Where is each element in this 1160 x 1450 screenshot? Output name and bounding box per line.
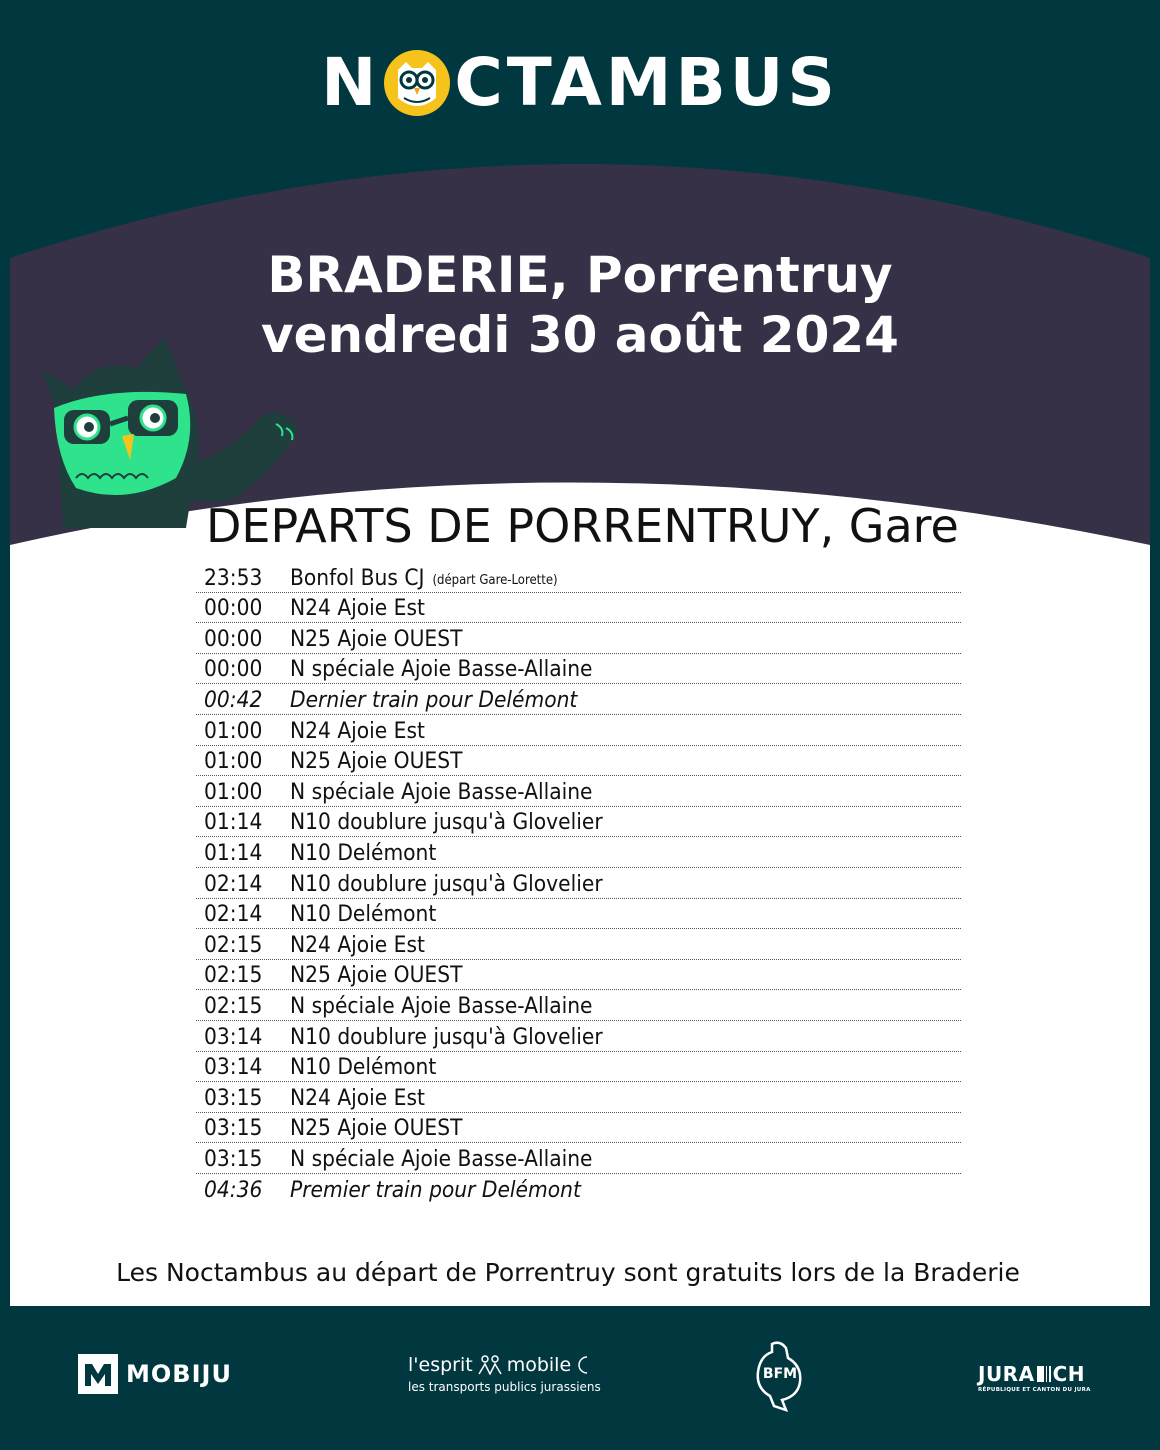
departure-destination: N25 Ajoie OUEST (290, 625, 463, 652)
departure-time: 00:00 (204, 595, 263, 622)
departure-destination: N10 doublure jusqu'à Glovelier (290, 809, 603, 836)
departure-time: 00:00 (204, 656, 263, 683)
departure-destination: N spéciale Ajoie Basse-Allaine (290, 992, 593, 1019)
esprit-tagline: les transports publics jurassiens (408, 1380, 601, 1394)
moon-icon (575, 1355, 593, 1375)
departure-row (196, 562, 961, 593)
free-ride-note: Les Noctambus au départ de Porrentruy sont gratuits lors de la Braderie (116, 1258, 1020, 1287)
departure-time: 01:00 (204, 778, 263, 805)
departure-destination: N spéciale Ajoie Basse-Allaine (290, 1145, 593, 1172)
departure-time: 02:15 (204, 992, 263, 1019)
departure-row (196, 776, 961, 807)
sponsor-footer (0, 1306, 1160, 1450)
departures-heading: DEPARTS DE PORRENTRUY, Gare (206, 499, 959, 553)
departure-row (196, 929, 961, 960)
departure-time: 03:15 (204, 1084, 263, 1111)
departure-row (196, 960, 961, 991)
departure-time: 00:00 (204, 625, 263, 652)
departure-destination: N10 doublure jusqu'à Glovelier (290, 1023, 603, 1050)
esprit-left-text: l'esprit (408, 1354, 473, 1376)
jura-subtitle: RÉPUBLIQUE ET CANTON DU JURA (978, 1387, 1091, 1393)
departure-time: 04:36 (204, 1177, 263, 1204)
owl-logo-icon (382, 48, 452, 118)
departure-destination: N10 Delémont (290, 1054, 437, 1081)
esprit-mobile-logo (408, 1354, 608, 1394)
bfm-text: BFM (762, 1366, 798, 1382)
departure-destination: N24 Ajoie Est (290, 931, 425, 958)
departure-time: 02:14 (204, 870, 263, 897)
departure-time: 02:15 (204, 931, 263, 958)
departure-destination: Dernier train pour Delémont (290, 686, 578, 713)
owl-mascot-icon (36, 328, 306, 528)
jura-ch-logo (978, 1362, 1091, 1393)
departure-time: 00:42 (204, 686, 263, 713)
departure-destination: N spéciale Ajoie Basse-Allaine (290, 656, 593, 683)
departure-row (196, 1082, 961, 1113)
departure-time: 03:14 (204, 1054, 263, 1081)
departure-row (196, 746, 961, 777)
departure-destination: N24 Ajoie Est (290, 1084, 425, 1111)
departure-destination: N10 Delémont (290, 901, 437, 928)
departure-time: 03:15 (204, 1145, 263, 1172)
departure-time: 01:14 (204, 809, 263, 836)
departure-row (196, 1052, 961, 1083)
departure-row (196, 1174, 961, 1205)
departure-row (196, 593, 961, 624)
departure-time: 02:15 (204, 962, 263, 989)
mobiju-text: MOBIJU (126, 1360, 232, 1388)
esprit-right-text: mobile (506, 1354, 572, 1376)
departure-row (196, 623, 961, 654)
departure-destination: N10 doublure jusqu'à Glovelier (290, 870, 603, 897)
departure-time: 03:14 (204, 1023, 263, 1050)
departure-row (196, 837, 961, 868)
departure-time: 01:00 (204, 717, 263, 744)
departure-destination: Premier train pour Delémont (290, 1177, 581, 1204)
mobiju-m-icon (78, 1354, 118, 1394)
logo-text-right: CTAMBUS (454, 44, 839, 121)
departure-time: 02:14 (204, 901, 263, 928)
departure-row (196, 899, 961, 930)
departure-row (196, 868, 961, 899)
noctambus-logo (0, 44, 1160, 121)
departure-destination: N25 Ajoie OUEST (290, 962, 463, 989)
jura-left-text: JURA (978, 1362, 1035, 1386)
departure-time: 01:00 (204, 748, 263, 775)
departure-destination: N spéciale Ajoie Basse-Allaine (290, 778, 593, 805)
bfm-emblem-icon (752, 1340, 808, 1412)
departure-destination: N24 Ajoie Est (290, 595, 425, 622)
departure-row (196, 1143, 961, 1174)
departure-destination: N10 Delémont (290, 839, 437, 866)
departure-destination: N25 Ajoie OUEST (290, 748, 463, 775)
event-title-line1: BRADERIE, Porrentruy (267, 246, 893, 304)
departure-row (196, 1113, 961, 1144)
event-title-line2: vendredi 30 août 2024 (261, 306, 899, 364)
departures-table (196, 562, 961, 1204)
mobiju-logo (78, 1354, 232, 1394)
departure-row (196, 654, 961, 685)
departure-destination: Bonfol Bus CJ (290, 564, 425, 591)
departure-note: (départ Gare-Lorette) (432, 572, 558, 588)
departure-row (196, 990, 961, 1021)
departure-destination: N24 Ajoie Est (290, 717, 425, 744)
departure-time: 23:53 (204, 564, 263, 591)
departure-destination: N25 Ajoie OUEST (290, 1115, 463, 1142)
bfm-logo (752, 1340, 808, 1416)
departure-time: 03:15 (204, 1115, 263, 1142)
departure-row (196, 1021, 961, 1052)
departure-row (196, 715, 961, 746)
people-icon (477, 1355, 503, 1375)
logo-text-left: N (321, 44, 381, 121)
jura-right-text: CH (1052, 1362, 1085, 1386)
departure-row (196, 684, 961, 715)
jura-crest-icon (1037, 1366, 1051, 1382)
departure-row (196, 807, 961, 838)
departure-time: 01:14 (204, 839, 263, 866)
